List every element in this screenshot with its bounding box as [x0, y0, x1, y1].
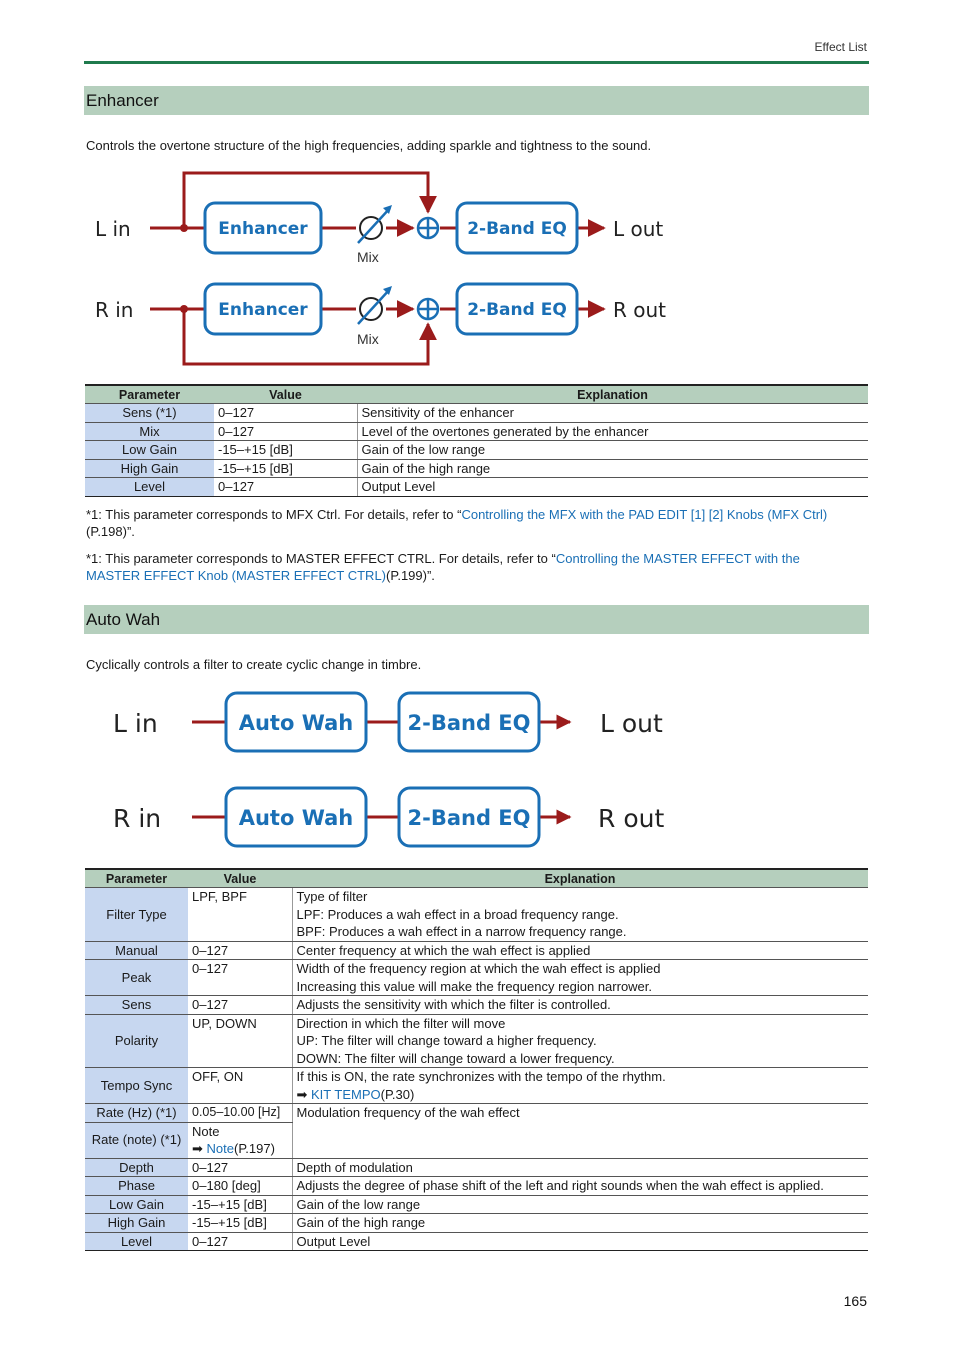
enhancer-param-table [85, 384, 868, 497]
r-in-label: R in [95, 298, 134, 322]
param-value: -15–+15 [dB] [214, 441, 357, 460]
param-explanation: Adjusts the sensitivity with which the filter is controlled. [292, 996, 868, 1015]
table-row [85, 996, 868, 1015]
arrow-right-icon: ➡ [296, 1086, 312, 1102]
page-header-label: Effect List [814, 40, 867, 54]
col-header-explanation: Explanation [357, 385, 868, 404]
param-value: -15–+15 [dB] [214, 459, 357, 478]
eq-box-label: 2-Band EQ [467, 300, 567, 320]
sum-node-icon [418, 218, 438, 238]
param-name: Level [85, 1232, 188, 1251]
col-header-parameter: Parameter [85, 869, 188, 888]
mix-label: Mix [357, 249, 379, 265]
section-title-enhancer: Enhancer [84, 86, 869, 115]
param-name: Level [85, 478, 214, 497]
col-header-value: Value [188, 869, 292, 888]
junction-dot [180, 224, 188, 232]
enhancer-diagram [0, 0, 954, 380]
param-name: Mix [85, 422, 214, 441]
param-name: Peak [85, 960, 188, 996]
param-explanation: Gain of the high range [292, 1214, 868, 1233]
table-row [85, 1214, 868, 1233]
param-explanation: Level of the overtones generated by the enhancer [357, 422, 868, 441]
mix-label: Mix [357, 331, 379, 347]
table-row [85, 960, 868, 996]
param-value: LPF, BPF [188, 888, 292, 942]
mix-knob-icon [358, 286, 392, 324]
enhancer-box-label: Enhancer [218, 300, 308, 320]
param-explanation: Adjusts the degree of phase shift of the left and right sounds when the wah effect is applied. [292, 1177, 868, 1196]
table-row [85, 459, 868, 478]
param-name: Low Gain [85, 441, 214, 460]
table-row [85, 888, 868, 942]
param-name: Tempo Sync [85, 1068, 188, 1104]
table-row [85, 1068, 868, 1104]
arrow-right-icon: ➡ [192, 1141, 207, 1156]
param-name: Low Gain [85, 1195, 188, 1214]
sum-node-icon [418, 299, 438, 319]
table-row [85, 1177, 868, 1196]
auto-wah-diagram [0, 685, 954, 865]
link-kit-tempo[interactable]: KIT TEMPO [311, 1086, 381, 1102]
param-value: 0.05–10.00 [Hz] [188, 1104, 292, 1123]
table-row [85, 1104, 868, 1123]
table-row [85, 478, 868, 497]
l-out-label: L out [600, 709, 663, 738]
param-value: 0–127 [188, 1158, 292, 1177]
param-name: Manual [85, 941, 188, 960]
param-value: -15–+15 [dB] [188, 1195, 292, 1214]
param-name: Rate (Hz) (*1) [85, 1104, 188, 1123]
param-explanation: Gain of the high range [357, 459, 868, 478]
link-mfx-ctrl[interactable]: Controlling the MFX with the PAD EDIT [1] [2] Knobs (MFX Ctrl) [461, 507, 828, 522]
param-explanation: If this is ON, the rate synchronizes with the tempo of the rhythm. ➡ KIT TEMPO(P.30) [292, 1068, 868, 1104]
col-header-parameter: Parameter [85, 385, 214, 404]
param-explanation: Center frequency at which the wah effect is applied [292, 941, 868, 960]
param-value: 0–127 [188, 996, 292, 1015]
col-header-value: Value [214, 385, 357, 404]
link-master-effect-ctrl[interactable]: Controlling the MASTER EFFECT with the MASTER EFFECT Knob (MASTER EFFECT CTRL) [86, 551, 800, 583]
param-explanation: Output Level [357, 478, 868, 497]
param-value: 0–180 [deg] [188, 1177, 292, 1196]
enhancer-description: Controls the overtone structure of the high frequencies, adding sparkle and tightness to the sound. [86, 138, 652, 153]
page-number: 165 [843, 1293, 867, 1309]
param-explanation: Gain of the low range [357, 441, 868, 460]
eq-box-label: 2-Band EQ [407, 711, 531, 735]
eq-box-label: 2-Band EQ [407, 806, 531, 830]
param-explanation: Output Level [292, 1232, 868, 1251]
param-name: Sens [85, 996, 188, 1015]
footnote-master-effect-ctrl: *1: This parameter corresponds to MASTER EFFECT CTRL. For details, refer to “Controlling the MASTER EFFECT with the MASTER EFFECT Knob (MASTER EFFECT CTRL)(P.199)”. [86, 551, 800, 583]
table-row [85, 1195, 868, 1214]
param-value: -15–+15 [dB] [188, 1214, 292, 1233]
table-row [85, 422, 868, 441]
l-in-label: L in [95, 217, 131, 241]
param-value: 0–127 [214, 404, 357, 423]
param-name: Filter Type [85, 888, 188, 942]
param-explanation: Gain of the low range [292, 1195, 868, 1214]
param-value: 0–127 [214, 422, 357, 441]
table-row [85, 441, 868, 460]
l-out-label: L out [613, 217, 664, 241]
eq-box-label: 2-Band EQ [467, 219, 567, 239]
auto-wah-description: Cyclically controls a filter to create cyclic change in timbre. [86, 657, 422, 672]
param-explanation: Sensitivity of the enhancer [357, 404, 868, 423]
table-row [85, 941, 868, 960]
param-name: High Gain [85, 459, 214, 478]
mix-knob-icon [358, 205, 392, 243]
section-title-auto-wah: Auto Wah [84, 605, 869, 634]
param-explanation: Width of the frequency region at which the wah effect is applied Increasing this value will make the frequency region narrower. [292, 960, 868, 996]
enhancer-box-label: Enhancer [218, 219, 308, 239]
table-row [85, 1158, 868, 1177]
link-note[interactable]: Note [206, 1141, 234, 1156]
param-name: Sens (*1) [85, 404, 214, 423]
param-value: 0–127 [214, 478, 357, 497]
param-value: OFF, ON [188, 1068, 292, 1104]
table-row [85, 1232, 868, 1251]
auto-wah-box-label: Auto Wah [238, 711, 354, 735]
param-value: Note ➡ Note(P.197) [188, 1122, 292, 1158]
auto-wah-param-table [85, 868, 868, 1251]
l-in-label: L in [113, 709, 158, 738]
param-value: 0–127 [188, 1232, 292, 1251]
footnote-mfx-ctrl: *1: This parameter corresponds to MFX Ctrl. For details, refer to “Controlling the MFX with the PAD EDIT [1] [2] Knobs (MFX Ctrl)(P.198)”. [86, 507, 828, 539]
param-value: 0–127 [188, 960, 292, 996]
param-explanation: Depth of modulation [292, 1158, 868, 1177]
param-explanation: Modulation frequency of the wah effect [292, 1104, 868, 1159]
param-explanation: Direction in which the filter will move UP: The filter will change toward a higher frequency. DOWN: The filter will change toward a lower frequency. [292, 1014, 868, 1068]
param-name: Rate (note) (*1) [85, 1122, 188, 1158]
param-value: UP, DOWN [188, 1014, 292, 1068]
param-value: 0–127 [188, 941, 292, 960]
auto-wah-box-label: Auto Wah [238, 806, 354, 830]
param-name: Polarity [85, 1014, 188, 1068]
param-explanation: Type of filter LPF: Produces a wah effect in a broad frequency range. BPF: Produces a wah effect in a narrow frequency range. [292, 888, 868, 942]
param-name: Depth [85, 1158, 188, 1177]
r-out-label: R out [613, 298, 667, 322]
table-row [85, 404, 868, 423]
param-name: Phase [85, 1177, 188, 1196]
param-name: High Gain [85, 1214, 188, 1233]
r-out-label: R out [598, 804, 665, 833]
r-in-label: R in [113, 804, 162, 833]
table-row [85, 1014, 868, 1068]
col-header-explanation: Explanation [292, 869, 868, 888]
junction-dot [180, 305, 188, 313]
